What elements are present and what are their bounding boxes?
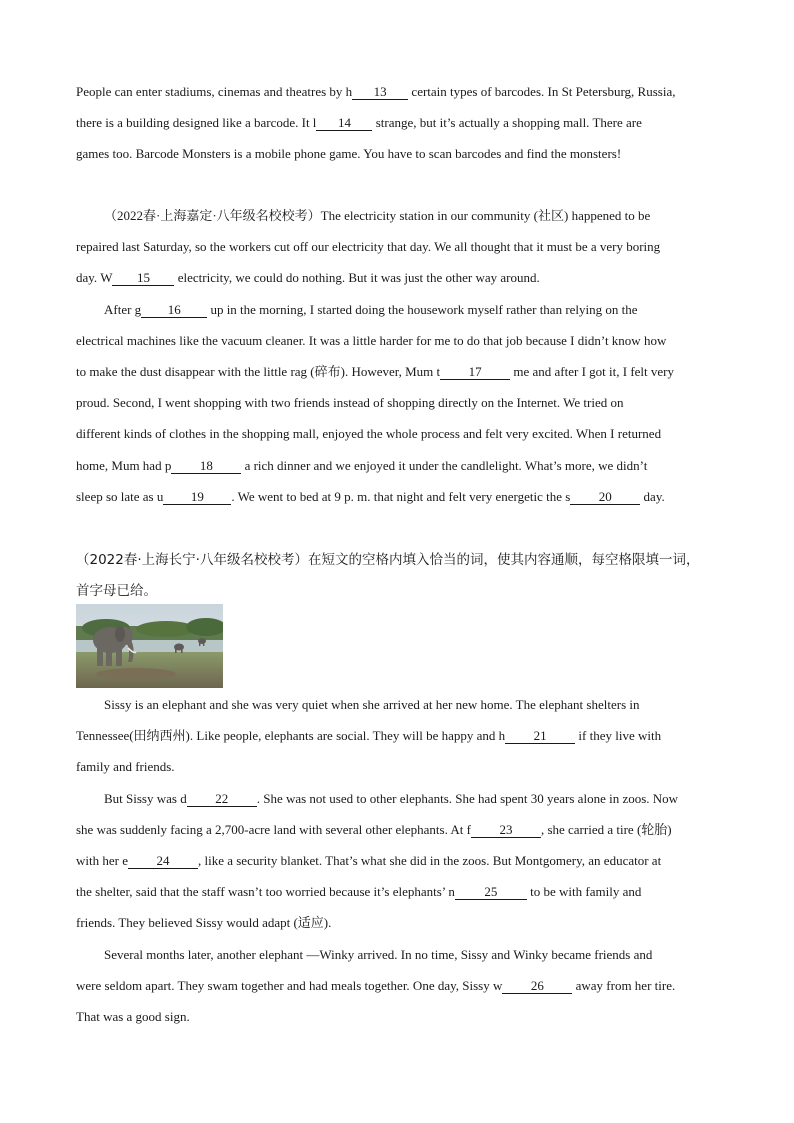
text-line [76,751,726,782]
text-segment: People can enter stadiums, cinemas and theatres by h [76,84,353,99]
text-segment: friends. They believed Sissy would adapt (适应). [76,915,332,931]
text-segment: to make the dust disappear with the little rag (碎布). However, Mum t [76,364,441,380]
text-segment: family and friends. [76,759,175,775]
text-segment: strange, but it’s actually a shopping mall. There are [372,115,642,131]
passage-electricity [76,200,726,512]
text-segment: electricity, we could do nothing. But it was just the other way around. [174,270,540,286]
text-line [76,294,726,325]
text-segment: That was a good sign. [76,1009,190,1025]
instruction-line: （2022春·上海长宁·八年级名校校考）在短文的空格内填入恰当的词，使其内容通顺，每空格限填一词， [76,552,700,568]
text-line [76,939,726,970]
answer-blank-14[interactable]: 14 [316,116,372,131]
text-segment: Sissy is an elephant and she was very quiet when she arrived at her new home. The elephant shelters in [104,697,640,712]
text-segment: proud. Second, I went shopping with two friends instead of shopping directly on the Internet. We tried on [76,395,624,411]
text-line [76,783,726,814]
text-line [76,325,726,356]
text-segment: （2022春·上海嘉定·八年级名校校考）The electricity station in our community (社区) happened to be [104,208,651,223]
passage-barcodes [76,76,726,170]
text-line [76,1001,726,1032]
text-line [76,76,726,107]
answer-blank-21[interactable]: 21 [505,729,575,744]
text-segment: day. [640,488,665,504]
text-segment: there is a building designed like a barcode. It l [76,115,317,131]
text-segment: repaired last Saturday, so the workers cut off our electricity that day. We all thought that it must be a very boring [76,239,661,255]
text-segment: day. W [76,270,113,286]
text-line [76,814,726,845]
text-segment: . She was not used to other elephants. She had spent 30 years alone in zoos. Now [256,790,679,806]
text-segment: a rich dinner and we enjoyed it under the candlelight. What’s more, we didn’t [241,457,648,473]
elephant-image-icon [76,604,223,688]
text-segment: were seldom apart. They swam together and had meals together. One day, Sissy w [76,977,503,993]
text-line [76,200,726,231]
answer-blank-23[interactable]: 23 [471,823,541,838]
text-segment: if they live with [575,728,662,744]
answer-blank-25[interactable]: 25 [455,885,527,900]
text-line [76,387,726,418]
text-segment: me and after I got it, I felt very [510,364,675,380]
text-line [76,418,726,449]
answer-blank-22[interactable]: 22 [187,792,257,807]
passage-elephant [76,689,726,1032]
text-line [76,689,726,720]
text-segment: to be with family and [526,884,642,900]
answer-blank-15[interactable]: 15 [112,271,174,286]
text-line [76,845,726,876]
text-segment: home, Mum had p [76,457,172,473]
answer-blank-24[interactable]: 24 [128,854,198,869]
text-line [76,450,726,481]
text-line [76,970,726,1001]
text-segment: Several months later, another elephant —Winky arrived. In no time, Sissy and Winky became friends and [104,946,653,962]
answer-blank-26[interactable]: 26 [502,979,572,994]
text-line [76,356,726,387]
text-segment: up in the morning, I started doing the housework myself rather than relying on the [207,301,638,317]
answer-blank-17[interactable]: 17 [440,365,510,380]
answer-blank-16[interactable]: 16 [141,303,207,318]
text-line [76,138,726,169]
text-line [76,107,726,138]
text-segment: . We went to bed at 9 p. m. that night and felt very energetic the s [231,488,571,504]
text-line [76,231,726,262]
text-segment: , like a security blanket. That’s what she did in the zoos. But Montgomery, an educator at [197,853,662,869]
text-segment: she was suddenly facing a 2,700-acre land with several other elephants. At f [76,821,471,837]
answer-blank-20[interactable]: 20 [570,490,640,505]
text-segment: with her e [76,853,128,869]
text-segment: Tennessee(田纳西州). Like people, elephants are social. They will be happy and h [76,728,506,744]
text-segment: After g [104,301,142,317]
text-segment: sleep so late as u [76,488,164,504]
text-segment: But Sissy was d [104,790,187,806]
text-segment: the shelter, said that the staff wasn’t too worried because it’s elephants’ n [76,884,455,900]
text-segment: certain types of barcodes. In St Petersburg, Russia, [408,84,676,99]
text-line [76,262,726,293]
text-line [76,720,726,751]
text-segment: away from her tire. [572,977,676,993]
text-line [76,876,726,907]
answer-blank-18[interactable]: 18 [171,459,241,474]
text-line [76,907,726,938]
instruction-line: 首字母已给。 [76,583,157,599]
text-line [76,481,726,512]
text-segment: electrical machines like the vacuum cleaner. It was a little harder for me to do that job because I didn’t know how [76,332,667,348]
answer-blank-13[interactable]: 13 [352,85,408,100]
text-segment: games too. Barcode Monsters is a mobile phone game. You have to scan barcodes and find the monsters! [76,146,622,162]
answer-blank-19[interactable]: 19 [163,490,231,505]
passage-elephant-instructions [76,545,726,607]
text-segment: different kinds of clothes in the shopping mall, enjoyed the whole process and felt very excited. When I returned [76,426,662,442]
elephant-photo [76,604,223,688]
text-segment: , she carried a tire (轮胎) [540,821,672,837]
